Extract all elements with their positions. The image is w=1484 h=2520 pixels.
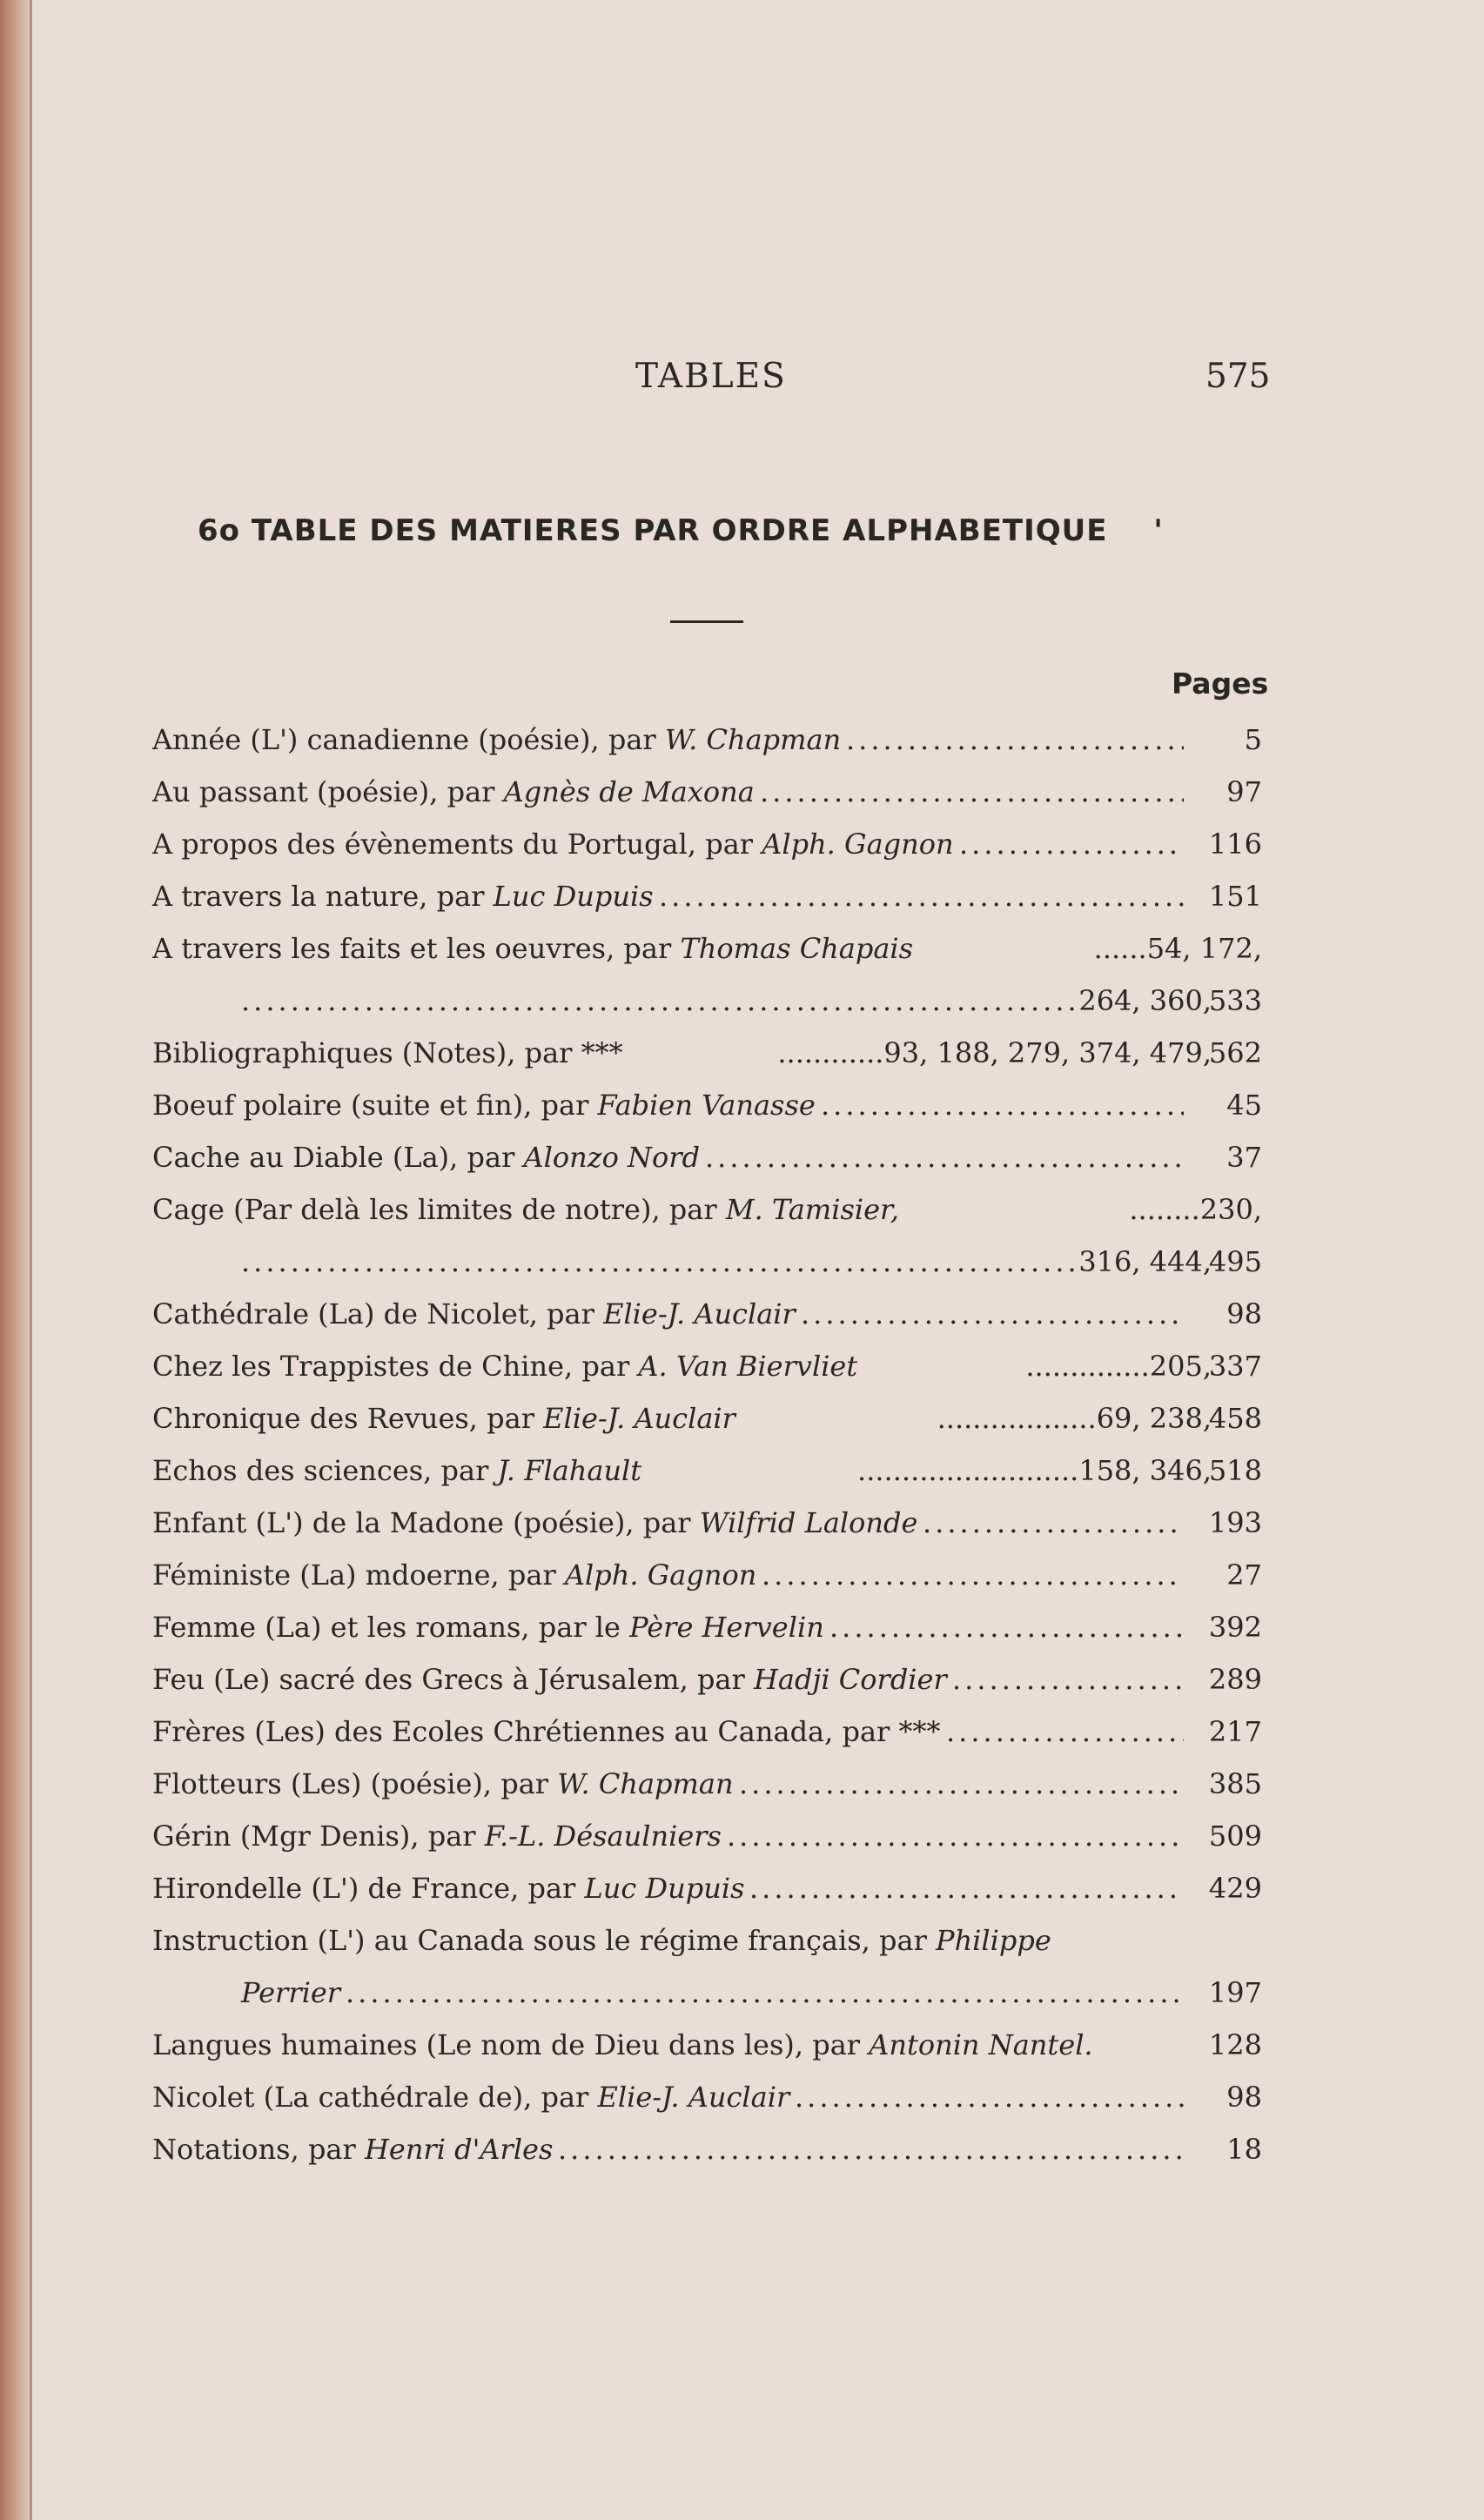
entry-author: Alonzo Nord xyxy=(523,1141,701,1174)
toc-entry xyxy=(152,1392,1262,1444)
toc-entry-text xyxy=(152,1549,756,1601)
toc-entry-text xyxy=(152,818,954,870)
entry-author: Thomas Chapais xyxy=(680,932,914,965)
toc-entry xyxy=(152,1653,1262,1706)
toc-entry-text xyxy=(152,1183,899,1236)
toc-entry-text xyxy=(152,2071,789,2123)
toc-entry-text xyxy=(152,1027,623,1079)
entry-title: Femme (La) et les romans, par le xyxy=(152,1611,630,1644)
entry-page-number: 217 xyxy=(1208,1715,1262,1748)
entry-title: Boeuf polaire (suite et fin), par xyxy=(152,1089,598,1122)
stray-mark: ' xyxy=(1153,513,1164,548)
toc-entry xyxy=(152,870,1262,922)
entry-author: Alph. Gagnon xyxy=(564,1558,757,1592)
entry-page-number: 429 xyxy=(1208,1872,1262,1905)
dot-leader xyxy=(846,714,1184,766)
toc-entry xyxy=(152,1914,1262,1967)
toc-entry xyxy=(152,1810,1262,1862)
toc-entry-text xyxy=(152,870,654,922)
toc-entry-text xyxy=(241,1967,340,2019)
dot-leader xyxy=(952,1653,1184,1706)
dot-leader xyxy=(241,1236,1075,1288)
entry-author: Henri d'Arles xyxy=(364,2133,554,2166)
entry-title: Cage (Par delà les limites de notre), par xyxy=(152,1193,726,1226)
entry-page-number: 337 xyxy=(1208,1350,1262,1383)
entry-page-refs: ............93, 188, 279, 374, 479, xyxy=(777,1036,1212,1069)
entry-page-number: 289 xyxy=(1208,1663,1262,1696)
entry-author: W. Chapman xyxy=(664,723,842,756)
toc-entry xyxy=(152,1288,1262,1340)
entry-page-number: 197 xyxy=(1208,1976,1262,2009)
dot-leader xyxy=(727,1810,1184,1862)
toc-entry xyxy=(152,1183,1262,1236)
entry-page-number: 518 xyxy=(1208,1454,1262,1487)
entry-page-refs: .........................158, 346, xyxy=(857,1454,1212,1487)
dot-leader xyxy=(923,1497,1184,1549)
entry-page-number: 385 xyxy=(1208,1767,1262,1800)
toc-entry xyxy=(152,1027,1262,1079)
dot-leader xyxy=(762,1549,1184,1601)
toc-entry xyxy=(152,922,1262,975)
entry-title: A propos des évènements du Portugal, par xyxy=(152,828,762,861)
entry-page-number: 128 xyxy=(1208,2028,1262,2061)
entry-title: Chronique des Revues, par xyxy=(152,1402,544,1435)
entry-author: Fabien Vanasse xyxy=(597,1089,816,1122)
dot-leader xyxy=(241,975,1075,1027)
running-title: TABLES xyxy=(635,357,787,396)
toc-entry xyxy=(152,1967,1262,2019)
toc-entry xyxy=(152,1131,1262,1183)
dot-leader xyxy=(739,1758,1184,1810)
entry-page-number: 458 xyxy=(1208,1402,1262,1435)
entry-author: Wilfrid Lalonde xyxy=(699,1506,918,1539)
toc-entry-text xyxy=(152,2123,553,2175)
dot-leader xyxy=(705,1131,1184,1183)
entry-title: Féministe (La) mdoerne, par xyxy=(152,1558,565,1592)
toc-entry-text xyxy=(152,1079,816,1131)
entry-title: Flotteurs (Les) (poésie), par xyxy=(152,1767,558,1800)
entry-title: Au passant (poésie), par xyxy=(152,775,504,808)
toc-entry-text xyxy=(152,1862,744,1914)
entry-author: Hadji Cordier xyxy=(753,1663,947,1696)
entry-title: A travers les faits et les oeuvres, par xyxy=(152,932,681,965)
entry-page-number: 37 xyxy=(1226,1141,1262,1174)
entry-author: Père Hervelin xyxy=(629,1611,824,1644)
toc-entry xyxy=(152,2071,1262,2123)
toc-entry xyxy=(152,1340,1262,1392)
entry-title: Instruction (L') au Canada sous le régime français, par xyxy=(152,1924,937,1957)
entry-page-number: 392 xyxy=(1208,1611,1262,1644)
toc-entry-text xyxy=(152,2019,1093,2071)
entry-page-number: 116 xyxy=(1208,828,1262,861)
toc-entry-text xyxy=(152,1288,796,1340)
entry-author: A. Van Biervliet xyxy=(638,1350,858,1383)
entry-author: Elie-J. Auclair xyxy=(597,2081,790,2114)
entry-page-number: 18 xyxy=(1226,2133,1262,2166)
entry-author: Perrier xyxy=(241,1976,341,2009)
toc-entry xyxy=(152,1236,1262,1288)
toc-entry-text xyxy=(152,1131,700,1183)
dot-leader xyxy=(760,766,1184,818)
dot-leader xyxy=(829,1601,1184,1653)
toc-entry xyxy=(152,1758,1262,1810)
entry-title: Langues humaines (Le nom de Dieu dans les), par xyxy=(152,2028,870,2061)
entry-page-number: 27 xyxy=(1226,1558,1262,1592)
toc-entry-text xyxy=(152,1392,735,1444)
toc-entry xyxy=(152,818,1262,870)
entry-page-number: 193 xyxy=(1208,1506,1262,1539)
toc-entry xyxy=(152,1549,1262,1601)
toc-entry xyxy=(152,2019,1262,2071)
dot-leader xyxy=(795,2071,1184,2123)
toc-entry xyxy=(152,1601,1262,1653)
entry-page-number: 495 xyxy=(1208,1245,1262,1278)
toc-entry-text xyxy=(152,1601,824,1653)
entry-page-number: 45 xyxy=(1226,1089,1262,1122)
entry-page-number: 509 xyxy=(1208,1820,1262,1853)
entry-title: Gérin (Mgr Denis), par xyxy=(152,1820,485,1853)
entry-author: Agnès de Maxona xyxy=(503,775,755,808)
toc-entry-text xyxy=(152,766,755,818)
toc-entry xyxy=(152,1497,1262,1549)
dot-leader xyxy=(749,1862,1184,1914)
entry-title: Frères (Les) des Ecoles Chrétiennes au Canada, par *** xyxy=(152,1715,941,1748)
section-title-text: 6o TABLE DES MATIERES PAR ORDRE ALPHABETIQUE xyxy=(198,513,1108,548)
toc-entry-text xyxy=(152,1444,641,1497)
entry-page-number: 5 xyxy=(1244,723,1262,756)
toc-entry-text xyxy=(152,1706,941,1758)
entry-title: Enfant (L') de la Madone (poésie), par xyxy=(152,1506,700,1539)
toc-entry xyxy=(152,1862,1262,1914)
entry-page-number: 98 xyxy=(1226,1297,1262,1330)
pages-column-label: Pages xyxy=(1172,667,1269,700)
entry-page-refs: ..................69, 238, xyxy=(937,1402,1212,1435)
toc-entry-text xyxy=(152,922,913,975)
dot-leader xyxy=(946,1706,1184,1758)
toc-entry-text xyxy=(152,1758,734,1810)
entry-author: Luc Dupuis xyxy=(493,880,654,913)
toc-entry-text xyxy=(152,1497,917,1549)
toc-entry xyxy=(152,714,1262,766)
entry-title: Chez les Trappistes de Chine, par xyxy=(152,1350,639,1383)
section-title xyxy=(198,513,1164,548)
entry-page-number: 562 xyxy=(1208,1036,1262,1069)
toc-entry xyxy=(152,1079,1262,1131)
entry-author: J. Flahault xyxy=(497,1454,642,1487)
entry-title: Nicolet (La cathédrale de), par xyxy=(152,2081,598,2114)
entry-author: Antonin Nantel. xyxy=(869,2028,1093,2061)
entry-page-number: 151 xyxy=(1208,880,1262,913)
entry-title: Hirondelle (L') de France, par xyxy=(152,1872,585,1905)
dot-leader xyxy=(558,2123,1184,2175)
entry-title: A travers la nature, par xyxy=(152,880,494,913)
entry-page-refs: ........230, xyxy=(1129,1193,1262,1226)
entry-author: Alph. Gagnon xyxy=(762,828,954,861)
entry-page-number: 97 xyxy=(1226,775,1262,808)
entry-page-number: 533 xyxy=(1208,984,1262,1017)
entry-page-refs: 316, 444, xyxy=(1078,1245,1212,1278)
dot-leader xyxy=(959,818,1184,870)
toc-entry xyxy=(152,1444,1262,1497)
entry-title: Année (L') canadienne (poésie), par xyxy=(152,723,665,756)
entry-page-number: 98 xyxy=(1226,2081,1262,2114)
entry-title: Cache au Diable (La), par xyxy=(152,1141,524,1174)
toc-entry-text xyxy=(152,714,841,766)
title-rule xyxy=(670,620,743,623)
entry-page-refs: ..............205, xyxy=(1025,1350,1212,1383)
entry-title: Echos des sciences, par xyxy=(152,1454,498,1487)
entry-title: Bibliographiques (Notes), par *** xyxy=(152,1036,623,1069)
entry-page-refs: ......54, 172, xyxy=(1093,932,1262,965)
toc-entry-text xyxy=(152,1914,1051,1967)
entry-title: Cathédrale (La) de Nicolet, par xyxy=(152,1297,604,1330)
toc-entry xyxy=(152,766,1262,818)
dot-leader xyxy=(801,1288,1184,1340)
entry-author: Philippe xyxy=(936,1924,1051,1957)
dot-leader xyxy=(821,1079,1184,1131)
page-number: 575 xyxy=(1205,357,1271,396)
table-of-contents xyxy=(152,714,1262,2175)
entry-author: Elie-J. Auclair xyxy=(543,1402,735,1435)
entry-author: M. Tamisier, xyxy=(725,1193,899,1226)
toc-entry-text xyxy=(152,1653,947,1706)
entry-title: Notations, par xyxy=(152,2133,365,2166)
toc-entry xyxy=(152,975,1262,1027)
entry-author: F.-L. Désaulniers xyxy=(484,1820,722,1853)
toc-entry xyxy=(152,2123,1262,2175)
toc-entry-text xyxy=(152,1810,722,1862)
entry-page-refs: 264, 360, xyxy=(1078,984,1212,1017)
dot-leader xyxy=(346,1967,1184,2019)
entry-title: Feu (Le) sacré des Grecs à Jérusalem, par xyxy=(152,1663,754,1696)
toc-entry xyxy=(152,1706,1262,1758)
toc-entry-text xyxy=(152,1340,857,1392)
entry-author: W. Chapman xyxy=(557,1767,734,1800)
entry-author: Elie-J. Auclair xyxy=(603,1297,796,1330)
entry-author: Luc Dupuis xyxy=(584,1872,745,1905)
dot-leader xyxy=(659,870,1184,922)
